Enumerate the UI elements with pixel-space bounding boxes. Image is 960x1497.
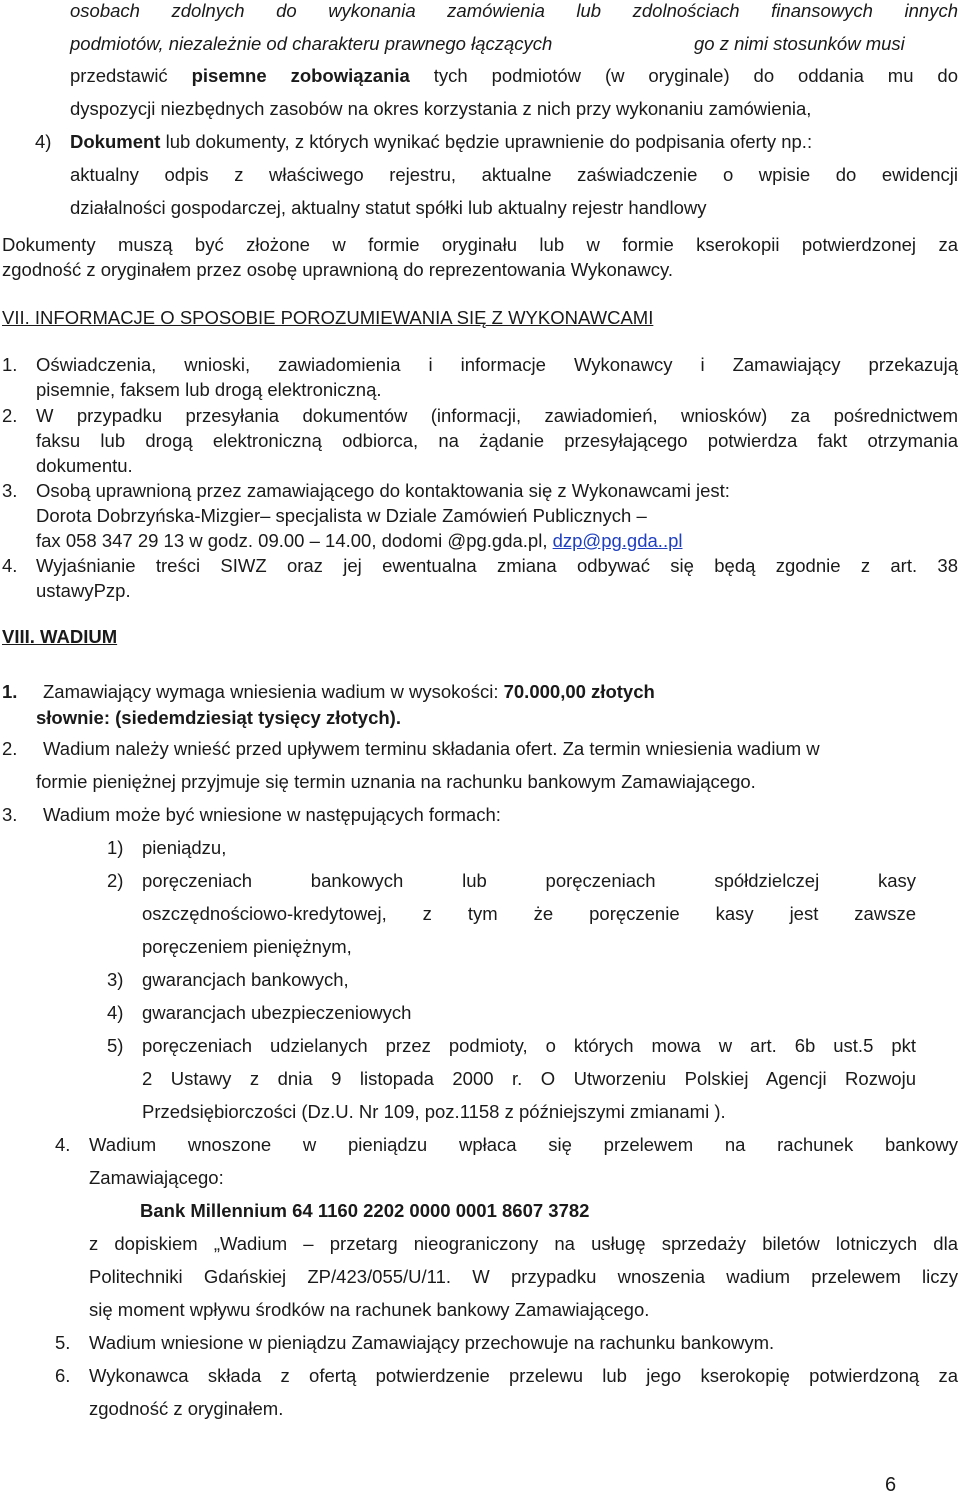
text-line: działalności gospodarczej, aktualny statut spółki lub aktualny rejestr handlowy — [70, 197, 707, 218]
section-heading: VII. INFORMACJE O SPOSOBIE POROZUMIEWANIA SIĘ Z WYKONAWCAMI — [2, 307, 654, 328]
text-line: zgodność z oryginałem. — [89, 1398, 284, 1419]
list-number: 1) — [107, 837, 124, 858]
list-number: 4) — [107, 1002, 124, 1023]
text-line: pisemnie, faksem lub drogą elektroniczną. — [36, 379, 382, 400]
text-line: W przypadku przesyłania dokumentów (informacji, zawiadomień, wniosków) za pośrednictwem — [36, 405, 958, 426]
text-line: faksu lub drogą elektroniczną odbiorca, na żądanie przesyłającego potwierdza fakt otrzymania — [36, 430, 958, 451]
list-number: 5) — [107, 1035, 124, 1056]
text-line: gwarancjach ubezpieczeniowych — [142, 1002, 412, 1023]
list-number: 6. — [55, 1365, 71, 1386]
text-line: słownie: (siedemdziesiąt tysięcy złotych). — [36, 707, 401, 728]
text-line: fax 058 347 29 13 w godz. 09.00 – 14.00, dodomi @pg.gda.pl, dzp@pg.gda..pl — [36, 530, 683, 551]
text-line: dokumentu. — [36, 455, 133, 476]
list-number: 2) — [107, 870, 124, 891]
list-number: 1. — [2, 354, 18, 375]
text-line: ustawyPzp. — [36, 580, 131, 601]
list-number: 2. — [2, 738, 18, 759]
text-line: Dokumenty muszą być złożone w formie oryginału lub w formie kserokopii potwierdzonej za — [2, 234, 958, 255]
text-line: osobach zdolnych do wykonania zamówienia lub zdolnościach finansowych innych — [70, 0, 958, 21]
text-line: Wadium może być wniesione w następujących formach: — [43, 804, 501, 825]
list-number: 5. — [55, 1332, 71, 1353]
text-line: poręczeniem pieniężnym, — [142, 936, 352, 957]
list-number: 2. — [2, 405, 18, 426]
text-line: zgodność z oryginałem przez osobę uprawnioną do reprezentowania Wykonawcy. — [2, 259, 673, 280]
list-number: 4. — [55, 1134, 71, 1155]
text-line: gwarancjach bankowych, — [142, 969, 349, 990]
text-line: Oświadczenia, wnioski, zawiadomienia i informacje Wykonawcy i Zamawiający przekazują — [36, 354, 958, 375]
list-number: 3. — [2, 804, 18, 825]
text-line: Wadium wnoszone w pieniądzu wpłaca się przelewem na rachunek bankowy — [89, 1134, 958, 1155]
text-line: Dorota Dobrzyńska-Mizgier– specjalista w Dziale Zamówień Publicznych – — [36, 505, 647, 526]
text-line: 2 Ustawy z dnia 9 listopada 2000 r. O Utworzeniu Polskiej Agencji Rozwoju — [142, 1068, 916, 1089]
text-line: Przedsiębiorczości (Dz.U. Nr 109, poz.1158 z późniejszymi zmianami ). — [142, 1101, 726, 1122]
bank-account: Bank Millennium 64 1160 2202 0000 0001 8607 3782 — [140, 1200, 590, 1221]
text-line: Dokument lub dokumenty, z których wynikać będzie uprawnienie do podpisania oferty np.: — [70, 131, 813, 152]
text-line: Zamawiający wymaga wniesienia wadium w wysokości: 70.000,00 złotych — [43, 681, 655, 702]
text-line: poręczeniach bankowych lub poręczeniach spółdzielczej kasy — [142, 870, 916, 891]
text-line: przedstawić pisemne zobowiązania tych podmiotów (w oryginale) do oddania mu do — [70, 65, 958, 86]
list-number: 4. — [2, 555, 18, 576]
text-line: Wyjaśnianie treści SIWZ oraz jej ewentualna zmiana odbywać się będą zgodnie z art. 38 — [36, 555, 958, 576]
section-heading: VIII. WADIUM — [2, 626, 118, 647]
text-line: z dopiskiem „Wadium – przetarg nieograniczony na usługę sprzedaży biletów lotniczych dla — [89, 1233, 958, 1254]
text-line: się moment wpływu środków na rachunek bankowy Zamawiającego. — [89, 1299, 650, 1320]
text-line: go z nimi stosunków musi — [694, 33, 905, 54]
email-link[interactable]: dzp@pg.gda..pl — [552, 530, 683, 551]
text-line: aktualny odpis z właściwego rejestru, aktualne zaświadczenie o wpisie do ewidencji — [70, 164, 958, 185]
text-line: formie pieniężnej przyjmuje się termin uznania na rachunku bankowym Zamawiającego. — [36, 771, 756, 792]
text-line: dyspozycji niezbędnych zasobów na okres korzystania z nich przy wykonaniu zamówienia, — [70, 98, 812, 119]
text-line: oszczędnościowo-kredytowej, z tym że poręczenie kasy jest zawsze — [142, 903, 916, 924]
text-line: Wadium należy wnieść przed upływem terminu składania ofert. Za termin wniesienia wadium w — [43, 738, 820, 759]
list-number: 4) — [35, 131, 52, 152]
text-line: pieniądzu, — [142, 837, 227, 858]
list-number: 3. — [2, 480, 18, 501]
page-number: 6 — [885, 1474, 897, 1496]
list-number: 3) — [107, 969, 124, 990]
list-number: 1. — [2, 681, 18, 702]
text-line: Politechniki Gdańskiej ZP/423/055/U/11. W przypadku wnoszenia wadium przelewem liczy — [89, 1266, 958, 1287]
text-line: Wykonawca składa z ofertą potwierdzenie przelewu lub jego kserokopię potwierdzoną za — [89, 1365, 958, 1386]
text-line: Zamawiającego: — [89, 1167, 224, 1188]
text-line: Osobą uprawnioną przez zamawiającego do kontaktowania się z Wykonawcami jest: — [36, 480, 730, 501]
text-line: Wadium wniesione w pieniądzu Zamawiający przechowuje na rachunku bankowym. — [89, 1332, 775, 1353]
text-line: podmiotów, niezależnie od charakteru prawnego łączących — [70, 33, 553, 54]
text-line: poręczeniach udzielanych przez podmioty, o których mowa w art. 6b ust.5 pkt — [142, 1035, 916, 1056]
